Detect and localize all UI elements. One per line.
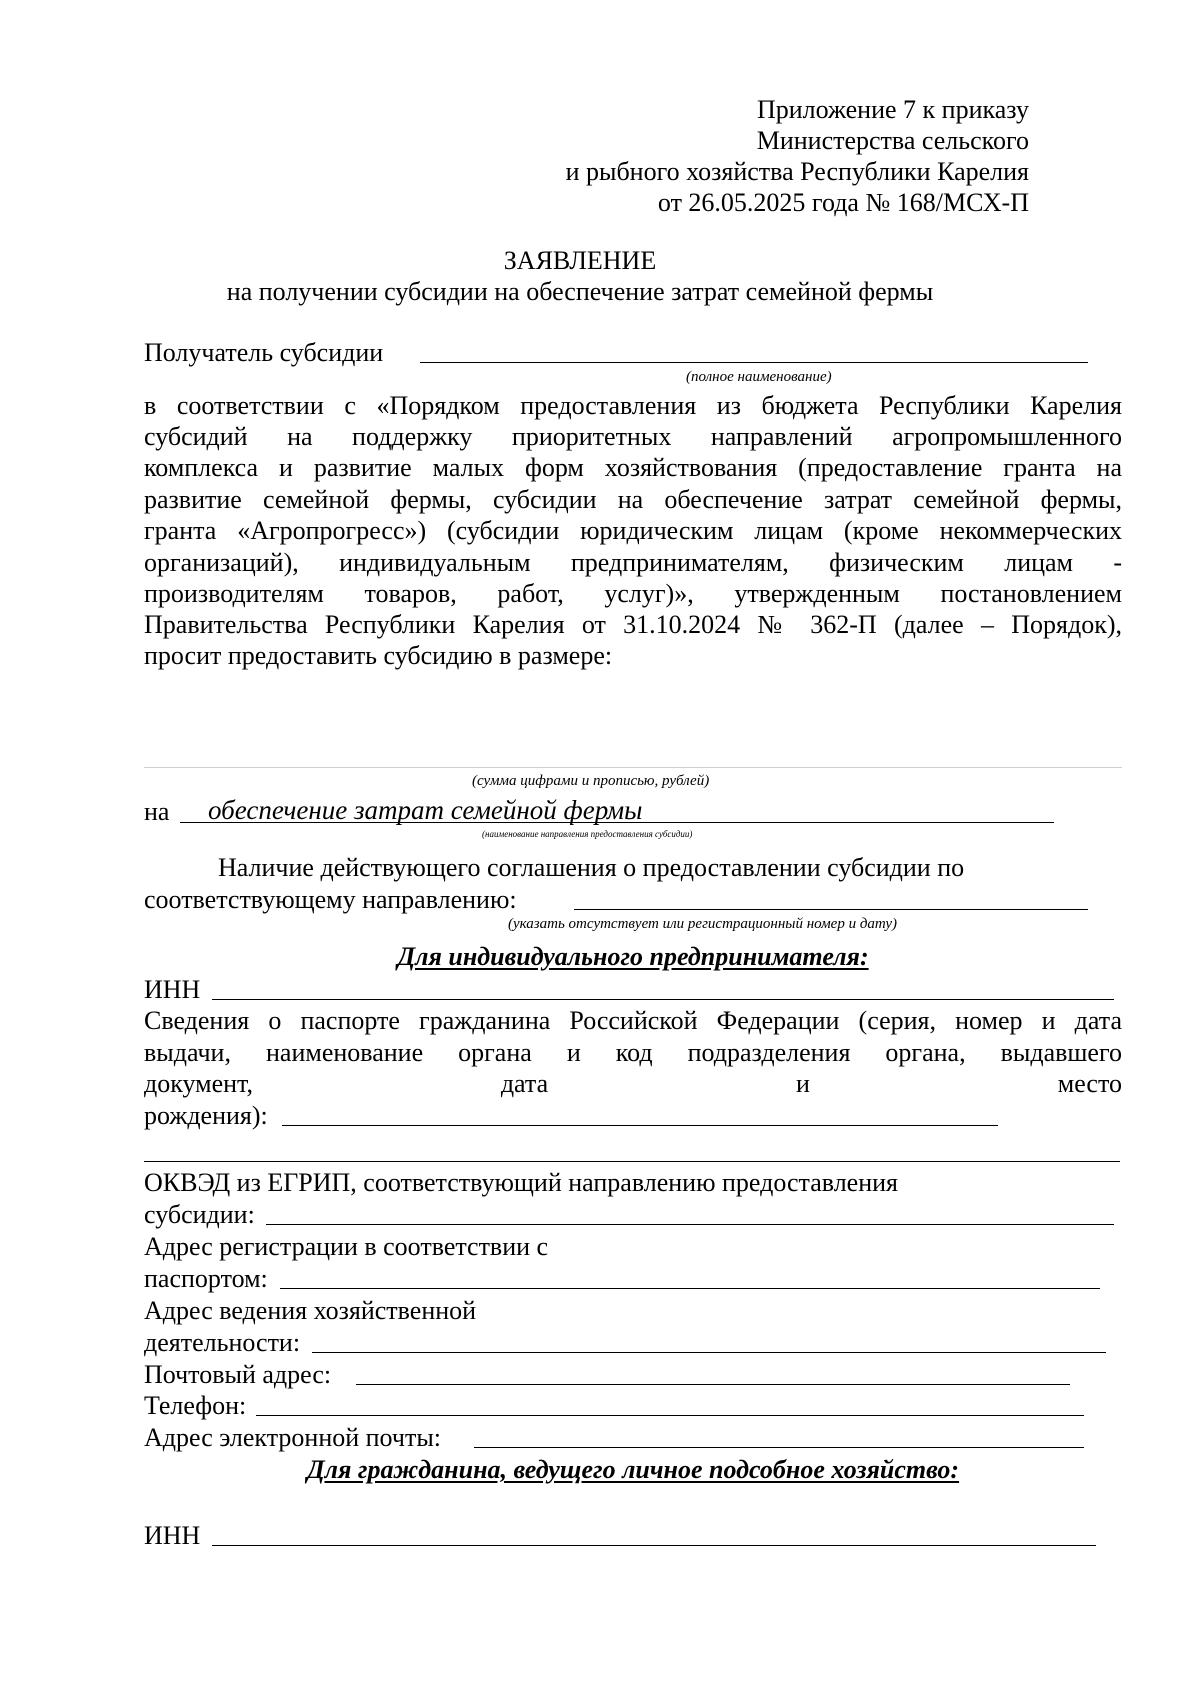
passport-line-3: документ, дата и место bbox=[144, 1069, 1122, 1098]
passport-field[interactable] bbox=[282, 1125, 998, 1126]
passport-line-1: Сведения о паспорте гражданина Российской Федерации (серия, номер и дата bbox=[144, 1006, 1122, 1035]
body-line-1: в соответствии с «Порядком предоставления из бюджета Республики Карелия bbox=[144, 391, 1122, 420]
body-line-7: производителям товаров, работ, услуг)», утвержденным постановлением bbox=[144, 579, 1122, 608]
header-line-1: Приложение 7 к приказу bbox=[756, 95, 1029, 124]
direction-value: обеспечение затрат семейной фермы bbox=[208, 795, 643, 825]
passport-line-2: выдачи, наименование органа и код подразделения органа, выдавшего bbox=[144, 1038, 1122, 1067]
phone-label: Телефон: bbox=[144, 1391, 247, 1420]
amount-field[interactable] bbox=[144, 767, 1122, 768]
passport-line-4: рождения): bbox=[144, 1101, 268, 1130]
body-line-9: просит предоставить субсидию в размере: bbox=[144, 641, 613, 670]
passport-field-extra[interactable] bbox=[144, 1161, 1120, 1162]
body-line-5: гранта «Агропрогресс») (субсидии юридическим лицам (кроме некоммерческих bbox=[144, 516, 1122, 545]
lph-section-heading: Для гражданина, ведущего личное подсобное хозяйство: bbox=[306, 1455, 960, 1484]
reg-address-line-1: Адрес регистрации в соответствии с bbox=[144, 1232, 549, 1261]
email-label: Адрес электронной почты: bbox=[144, 1423, 442, 1452]
body-line-2: субсидий на поддержку приоритетных направлений агропромышленного bbox=[144, 422, 1122, 451]
amount-hint: (сумма цифрами и прописью, рублей) bbox=[472, 773, 710, 789]
okved-line-2: субсидии: bbox=[144, 1200, 255, 1229]
okved-field[interactable] bbox=[266, 1224, 1114, 1225]
agreement-line-1: Наличие действующего соглашения о предоставлении субсидии по bbox=[218, 853, 965, 882]
activity-address-field[interactable] bbox=[312, 1352, 1106, 1353]
document-subtitle: на получении субсидии на обеспечение затрат семейной фермы bbox=[226, 277, 934, 306]
body-line-6: организаций), индивидуальным предпринимателям, физическим лицам - bbox=[144, 548, 1122, 577]
reg-address-field[interactable] bbox=[280, 1288, 1100, 1289]
ip-inn-field[interactable] bbox=[212, 999, 1114, 1000]
header-line-2: Министерства сельского bbox=[756, 126, 1029, 155]
postal-label: Почтовый адрес: bbox=[144, 1360, 332, 1389]
ip-section-heading: Для индивидуального предпринимателя: bbox=[397, 942, 869, 971]
okved-line-1: ОКВЭД из ЕГРИП, соответствующий направлению предоставления bbox=[144, 1168, 898, 1197]
agreement-field[interactable] bbox=[574, 909, 1088, 910]
recipient-hint: (полное наименование) bbox=[686, 369, 832, 385]
phone-field[interactable] bbox=[256, 1415, 1084, 1416]
recipient-label: Получатель субсидии bbox=[144, 338, 384, 367]
ip-inn-label: ИНН bbox=[144, 975, 201, 1004]
agreement-line-2: соответствующему направлению: bbox=[144, 885, 517, 914]
activity-address-line-2: деятельности: bbox=[144, 1328, 301, 1357]
postal-field[interactable] bbox=[356, 1384, 1070, 1385]
direction-hint: (наименование направления предоставления субсидии) bbox=[482, 829, 693, 839]
header-line-3: и рыбного хозяйства Республики Карелия bbox=[565, 157, 1029, 186]
activity-address-line-1: Адрес ведения хозяйственной bbox=[144, 1296, 477, 1325]
direction-prefix: на bbox=[144, 797, 170, 826]
header-line-4: от 26.05.2025 года № 168/МСХ-П bbox=[657, 188, 1029, 217]
reg-address-line-2: паспортом: bbox=[144, 1264, 268, 1293]
document-title: ЗАЯВЛЕНИЕ bbox=[503, 246, 657, 275]
lph-inn-label: ИНН bbox=[144, 1521, 201, 1550]
email-field[interactable] bbox=[474, 1447, 1084, 1448]
agreement-hint: (указать отсутствует или регистрационный номер и дату) bbox=[508, 916, 898, 932]
recipient-field[interactable] bbox=[420, 362, 1088, 363]
lph-inn-field[interactable] bbox=[212, 1545, 1096, 1546]
body-line-3: комплекса и развитие малых форм хозяйствования (предоставление гранта на bbox=[144, 453, 1122, 482]
body-line-8: Правительства Республики Карелия от 31.10.2024 № 362-П (далее – Порядок), bbox=[144, 610, 1122, 639]
body-line-4: развитие семейной фермы, субсидии на обеспечение затрат семейной фермы, bbox=[144, 485, 1122, 514]
